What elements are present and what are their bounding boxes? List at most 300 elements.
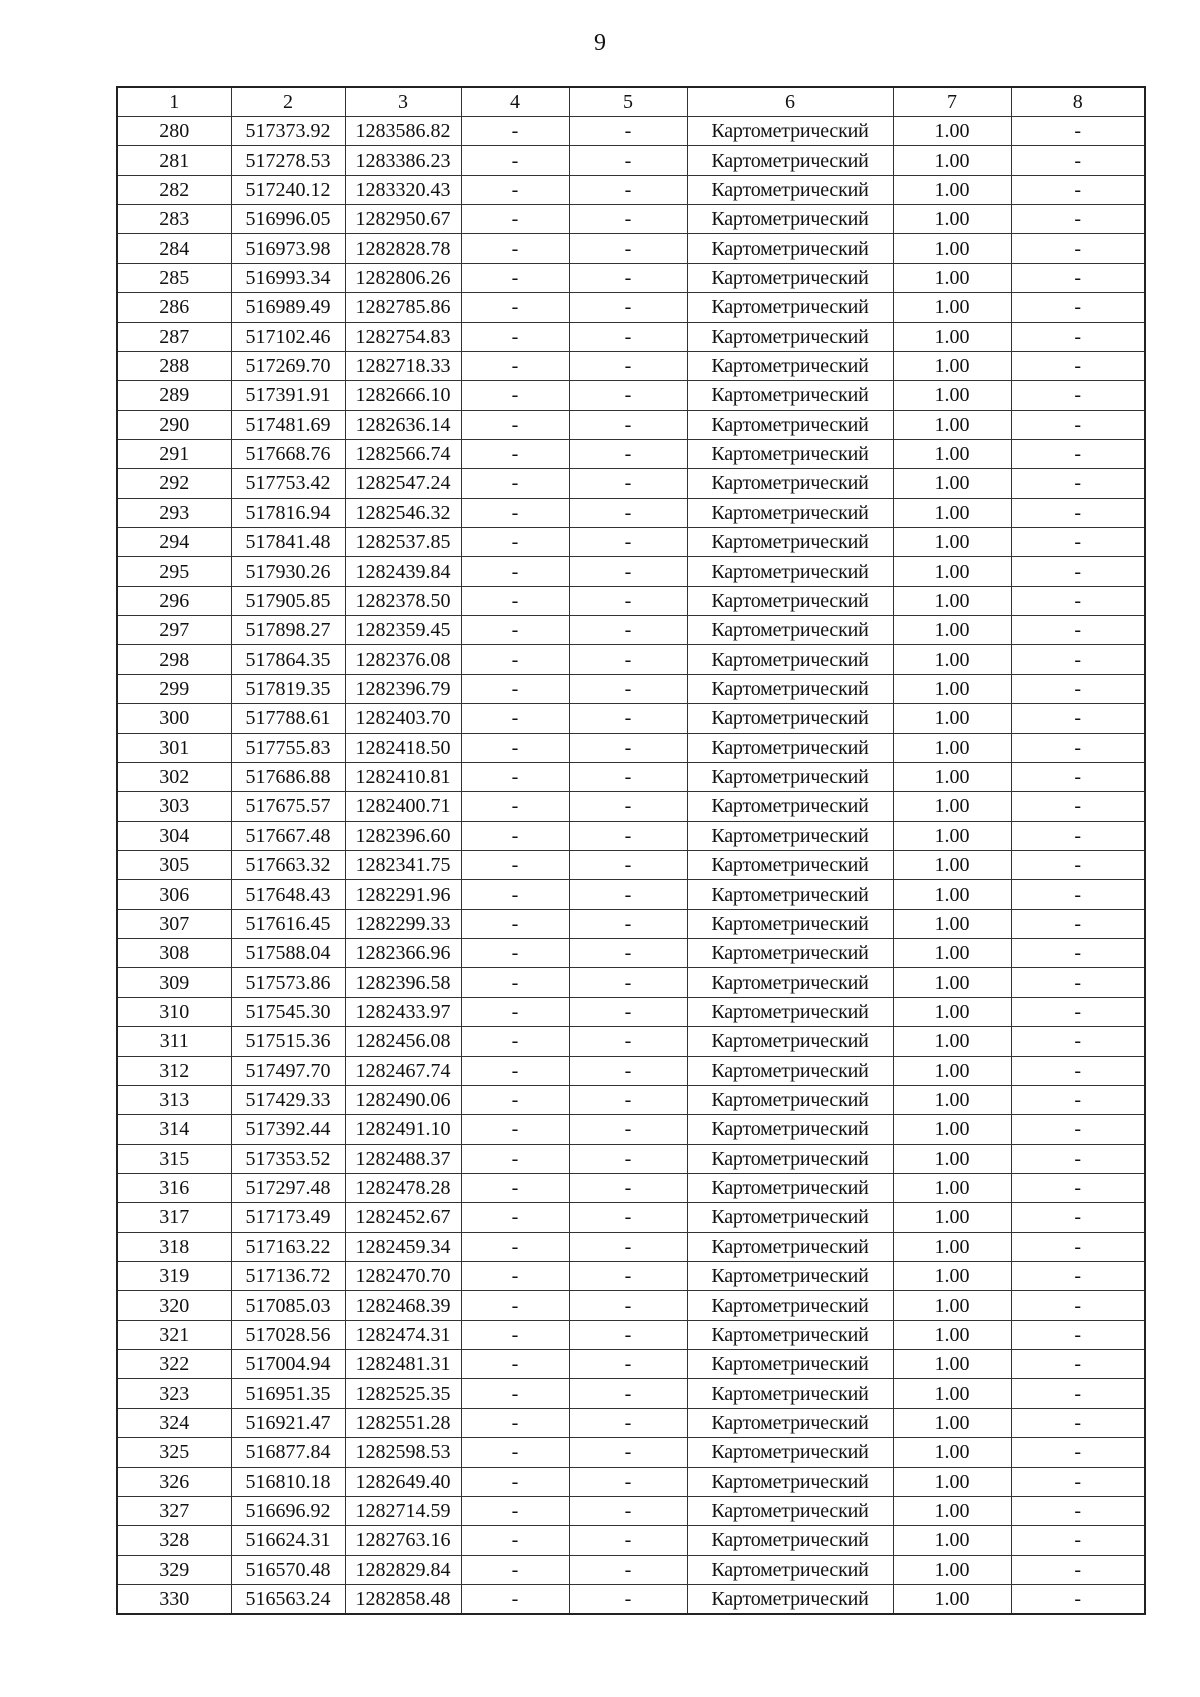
col5-cell: - <box>569 381 687 410</box>
y-coordinate-cell: 1282636.14 <box>345 410 461 439</box>
accuracy-cell: 1.00 <box>893 1115 1011 1144</box>
col4-cell: - <box>461 322 569 351</box>
col5-cell: - <box>569 234 687 263</box>
accuracy-cell: 1.00 <box>893 1262 1011 1291</box>
point-number-cell: 309 <box>117 968 231 997</box>
y-coordinate-cell: 1282537.85 <box>345 528 461 557</box>
point-number-cell: 321 <box>117 1320 231 1349</box>
method-cell: Картометрический <box>687 1085 893 1114</box>
table-body <box>117 117 1145 1615</box>
accuracy-cell: 1.00 <box>893 704 1011 733</box>
col4-cell: - <box>461 1173 569 1202</box>
accuracy-cell: 1.00 <box>893 1379 1011 1408</box>
y-coordinate-cell: 1282806.26 <box>345 263 461 292</box>
col8-cell: - <box>1011 1555 1145 1584</box>
x-coordinate-cell: 517864.35 <box>231 645 345 674</box>
col5-cell: - <box>569 1408 687 1437</box>
col5-cell: - <box>569 322 687 351</box>
accuracy-cell: 1.00 <box>893 1350 1011 1379</box>
point-number-cell: 315 <box>117 1144 231 1173</box>
col4-cell: - <box>461 469 569 498</box>
y-coordinate-cell: 1282828.78 <box>345 234 461 263</box>
table-row <box>117 1408 1145 1437</box>
point-number-cell: 293 <box>117 498 231 527</box>
y-coordinate-cell: 1282366.96 <box>345 939 461 968</box>
x-coordinate-cell: 517085.03 <box>231 1291 345 1320</box>
col4-cell: - <box>461 997 569 1026</box>
col4-cell: - <box>461 1379 569 1408</box>
col4-cell: - <box>461 1467 569 1496</box>
point-number-cell: 324 <box>117 1408 231 1437</box>
col5-cell: - <box>569 616 687 645</box>
table-row <box>117 498 1145 527</box>
col8-cell: - <box>1011 850 1145 879</box>
table-row <box>117 1584 1145 1614</box>
col8-cell: - <box>1011 410 1145 439</box>
y-coordinate-cell: 1282400.71 <box>345 792 461 821</box>
col5-cell: - <box>569 1232 687 1261</box>
table-row <box>117 1203 1145 1232</box>
point-number-cell: 287 <box>117 322 231 351</box>
col8-cell: - <box>1011 968 1145 997</box>
point-number-cell: 295 <box>117 557 231 586</box>
point-number-cell: 322 <box>117 1350 231 1379</box>
table-row <box>117 704 1145 733</box>
col4-cell: - <box>461 1291 569 1320</box>
col5-cell: - <box>569 704 687 733</box>
x-coordinate-cell: 516810.18 <box>231 1467 345 1496</box>
accuracy-cell: 1.00 <box>893 410 1011 439</box>
x-coordinate-cell: 517392.44 <box>231 1115 345 1144</box>
col8-cell: - <box>1011 117 1145 146</box>
col8-cell: - <box>1011 528 1145 557</box>
x-coordinate-cell: 517545.30 <box>231 997 345 1026</box>
col4-cell: - <box>461 880 569 909</box>
x-coordinate-cell: 517788.61 <box>231 704 345 733</box>
method-cell: Картометрический <box>687 1584 893 1614</box>
table-row <box>117 909 1145 938</box>
method-cell: Картометрический <box>687 909 893 938</box>
col5-cell: - <box>569 762 687 791</box>
col5-cell: - <box>569 1438 687 1467</box>
point-number-cell: 303 <box>117 792 231 821</box>
y-coordinate-cell: 1282551.28 <box>345 1408 461 1437</box>
col5-cell: - <box>569 821 687 850</box>
table-row <box>117 263 1145 292</box>
accuracy-cell: 1.00 <box>893 880 1011 909</box>
x-coordinate-cell: 517755.83 <box>231 733 345 762</box>
y-coordinate-cell: 1282396.60 <box>345 821 461 850</box>
y-coordinate-cell: 1282649.40 <box>345 1467 461 1496</box>
col5-cell: - <box>569 1555 687 1584</box>
point-number-cell: 317 <box>117 1203 231 1232</box>
col4-cell: - <box>461 175 569 204</box>
method-cell: Картометрический <box>687 557 893 586</box>
column-header-7: 7 <box>893 87 1011 117</box>
method-cell: Картометрический <box>687 1496 893 1525</box>
col4-cell: - <box>461 1027 569 1056</box>
col8-cell: - <box>1011 205 1145 234</box>
accuracy-cell: 1.00 <box>893 1027 1011 1056</box>
col4-cell: - <box>461 1320 569 1349</box>
accuracy-cell: 1.00 <box>893 1085 1011 1114</box>
accuracy-cell: 1.00 <box>893 117 1011 146</box>
column-header-4: 4 <box>461 87 569 117</box>
x-coordinate-cell: 517136.72 <box>231 1262 345 1291</box>
method-cell: Картометрический <box>687 1262 893 1291</box>
y-coordinate-cell: 1282299.33 <box>345 909 461 938</box>
method-cell: Картометрический <box>687 1173 893 1202</box>
method-cell: Картометрический <box>687 1027 893 1056</box>
col5-cell: - <box>569 175 687 204</box>
x-coordinate-cell: 517481.69 <box>231 410 345 439</box>
table-row <box>117 117 1145 146</box>
col4-cell: - <box>461 528 569 557</box>
x-coordinate-cell: 517429.33 <box>231 1085 345 1114</box>
y-coordinate-cell: 1282418.50 <box>345 733 461 762</box>
col4-cell: - <box>461 850 569 879</box>
col5-cell: - <box>569 1027 687 1056</box>
y-coordinate-cell: 1282718.33 <box>345 351 461 380</box>
y-coordinate-cell: 1282291.96 <box>345 880 461 909</box>
col4-cell: - <box>461 439 569 468</box>
col4-cell: - <box>461 821 569 850</box>
col4-cell: - <box>461 205 569 234</box>
y-coordinate-cell: 1282468.39 <box>345 1291 461 1320</box>
col8-cell: - <box>1011 1350 1145 1379</box>
table-row <box>117 1262 1145 1291</box>
col5-cell: - <box>569 674 687 703</box>
method-cell: Картометрический <box>687 1232 893 1261</box>
y-coordinate-cell: 1282474.31 <box>345 1320 461 1349</box>
x-coordinate-cell: 517173.49 <box>231 1203 345 1232</box>
col4-cell: - <box>461 762 569 791</box>
col5-cell: - <box>569 733 687 762</box>
col8-cell: - <box>1011 674 1145 703</box>
y-coordinate-cell: 1282403.70 <box>345 704 461 733</box>
method-cell: Картометрический <box>687 939 893 968</box>
table-row <box>117 1291 1145 1320</box>
y-coordinate-cell: 1283320.43 <box>345 175 461 204</box>
table-row <box>117 381 1145 410</box>
x-coordinate-cell: 517573.86 <box>231 968 345 997</box>
x-coordinate-cell: 517675.57 <box>231 792 345 821</box>
method-cell: Картометрический <box>687 586 893 615</box>
col5-cell: - <box>569 293 687 322</box>
method-cell: Картометрический <box>687 1115 893 1144</box>
col8-cell: - <box>1011 762 1145 791</box>
accuracy-cell: 1.00 <box>893 1232 1011 1261</box>
accuracy-cell: 1.00 <box>893 1173 1011 1202</box>
col4-cell: - <box>461 645 569 674</box>
x-coordinate-cell: 517353.52 <box>231 1144 345 1173</box>
coordinates-table <box>116 86 1146 1615</box>
method-cell: Картометрический <box>687 1379 893 1408</box>
col8-cell: - <box>1011 821 1145 850</box>
method-cell: Картометрический <box>687 528 893 557</box>
accuracy-cell: 1.00 <box>893 234 1011 263</box>
col5-cell: - <box>569 1350 687 1379</box>
col4-cell: - <box>461 498 569 527</box>
method-cell: Картометрический <box>687 263 893 292</box>
method-cell: Картометрический <box>687 293 893 322</box>
table-row <box>117 674 1145 703</box>
col5-cell: - <box>569 469 687 498</box>
point-number-cell: 297 <box>117 616 231 645</box>
y-coordinate-cell: 1282754.83 <box>345 322 461 351</box>
table-row <box>117 410 1145 439</box>
col8-cell: - <box>1011 146 1145 175</box>
method-cell: Картометрический <box>687 351 893 380</box>
col5-cell: - <box>569 968 687 997</box>
method-cell: Картометрический <box>687 880 893 909</box>
x-coordinate-cell: 517898.27 <box>231 616 345 645</box>
accuracy-cell: 1.00 <box>893 1144 1011 1173</box>
table-row <box>117 1320 1145 1349</box>
y-coordinate-cell: 1282410.81 <box>345 762 461 791</box>
y-coordinate-cell: 1282785.86 <box>345 293 461 322</box>
table-row <box>117 469 1145 498</box>
col8-cell: - <box>1011 939 1145 968</box>
table-row <box>117 1173 1145 1202</box>
x-coordinate-cell: 517753.42 <box>231 469 345 498</box>
col5-cell: - <box>569 205 687 234</box>
y-coordinate-cell: 1282481.31 <box>345 1350 461 1379</box>
col5-cell: - <box>569 117 687 146</box>
col8-cell: - <box>1011 1085 1145 1114</box>
col8-cell: - <box>1011 1379 1145 1408</box>
point-number-cell: 292 <box>117 469 231 498</box>
x-coordinate-cell: 516996.05 <box>231 205 345 234</box>
method-cell: Картометрический <box>687 439 893 468</box>
accuracy-cell: 1.00 <box>893 1408 1011 1437</box>
x-coordinate-cell: 516570.48 <box>231 1555 345 1584</box>
method-cell: Картометрический <box>687 1320 893 1349</box>
table-row <box>117 939 1145 968</box>
col8-cell: - <box>1011 1056 1145 1085</box>
col8-cell: - <box>1011 1232 1145 1261</box>
y-coordinate-cell: 1282598.53 <box>345 1438 461 1467</box>
x-coordinate-cell: 517667.48 <box>231 821 345 850</box>
point-number-cell: 319 <box>117 1262 231 1291</box>
method-cell: Картометрический <box>687 850 893 879</box>
col8-cell: - <box>1011 1496 1145 1525</box>
point-number-cell: 306 <box>117 880 231 909</box>
point-number-cell: 289 <box>117 381 231 410</box>
method-cell: Картометрический <box>687 704 893 733</box>
col4-cell: - <box>461 1203 569 1232</box>
col5-cell: - <box>569 880 687 909</box>
accuracy-cell: 1.00 <box>893 1320 1011 1349</box>
accuracy-cell: 1.00 <box>893 1496 1011 1525</box>
col5-cell: - <box>569 1584 687 1614</box>
accuracy-cell: 1.00 <box>893 205 1011 234</box>
table-row <box>117 1115 1145 1144</box>
method-cell: Картометрический <box>687 733 893 762</box>
column-header-8: 8 <box>1011 87 1145 117</box>
col5-cell: - <box>569 498 687 527</box>
point-number-cell: 308 <box>117 939 231 968</box>
y-coordinate-cell: 1283586.82 <box>345 117 461 146</box>
y-coordinate-cell: 1282714.59 <box>345 1496 461 1525</box>
table-row <box>117 322 1145 351</box>
table-row <box>117 1085 1145 1114</box>
col5-cell: - <box>569 1291 687 1320</box>
table-row <box>117 762 1145 791</box>
table-row <box>117 1350 1145 1379</box>
col4-cell: - <box>461 1555 569 1584</box>
y-coordinate-cell: 1282525.35 <box>345 1379 461 1408</box>
point-number-cell: 282 <box>117 175 231 204</box>
y-coordinate-cell: 1282470.70 <box>345 1262 461 1291</box>
method-cell: Картометрический <box>687 234 893 263</box>
y-coordinate-cell: 1282763.16 <box>345 1526 461 1555</box>
x-coordinate-cell: 516624.31 <box>231 1526 345 1555</box>
method-cell: Картометрический <box>687 1467 893 1496</box>
accuracy-cell: 1.00 <box>893 1203 1011 1232</box>
col4-cell: - <box>461 616 569 645</box>
table-row <box>117 146 1145 175</box>
x-coordinate-cell: 516921.47 <box>231 1408 345 1437</box>
point-number-cell: 296 <box>117 586 231 615</box>
col4-cell: - <box>461 234 569 263</box>
col8-cell: - <box>1011 498 1145 527</box>
x-coordinate-cell: 517497.70 <box>231 1056 345 1085</box>
point-number-cell: 314 <box>117 1115 231 1144</box>
table-row <box>117 293 1145 322</box>
table-row <box>117 645 1145 674</box>
table-row <box>117 1555 1145 1584</box>
table-row <box>117 733 1145 762</box>
y-coordinate-cell: 1282378.50 <box>345 586 461 615</box>
table-header-row <box>117 87 1145 117</box>
col5-cell: - <box>569 1496 687 1525</box>
point-number-cell: 307 <box>117 909 231 938</box>
table-row <box>117 1438 1145 1467</box>
point-number-cell: 310 <box>117 997 231 1026</box>
method-cell: Картометрический <box>687 821 893 850</box>
accuracy-cell: 1.00 <box>893 616 1011 645</box>
accuracy-cell: 1.00 <box>893 762 1011 791</box>
x-coordinate-cell: 517515.36 <box>231 1027 345 1056</box>
point-number-cell: 325 <box>117 1438 231 1467</box>
column-header-5: 5 <box>569 87 687 117</box>
accuracy-cell: 1.00 <box>893 557 1011 586</box>
method-cell: Картометрический <box>687 1526 893 1555</box>
accuracy-cell: 1.00 <box>893 293 1011 322</box>
col5-cell: - <box>569 1203 687 1232</box>
method-cell: Картометрический <box>687 1555 893 1584</box>
accuracy-cell: 1.00 <box>893 351 1011 380</box>
y-coordinate-cell: 1282478.28 <box>345 1173 461 1202</box>
col4-cell: - <box>461 1408 569 1437</box>
col5-cell: - <box>569 439 687 468</box>
table-row <box>117 1467 1145 1496</box>
col4-cell: - <box>461 117 569 146</box>
method-cell: Картометрический <box>687 1056 893 1085</box>
point-number-cell: 288 <box>117 351 231 380</box>
x-coordinate-cell: 516877.84 <box>231 1438 345 1467</box>
table-row <box>117 1056 1145 1085</box>
x-coordinate-cell: 517240.12 <box>231 175 345 204</box>
point-number-cell: 290 <box>117 410 231 439</box>
col4-cell: - <box>461 1085 569 1114</box>
point-number-cell: 327 <box>117 1496 231 1525</box>
y-coordinate-cell: 1282829.84 <box>345 1555 461 1584</box>
method-cell: Картометрический <box>687 674 893 703</box>
col4-cell: - <box>461 909 569 938</box>
point-number-cell: 304 <box>117 821 231 850</box>
x-coordinate-cell: 516951.35 <box>231 1379 345 1408</box>
x-coordinate-cell: 517816.94 <box>231 498 345 527</box>
col8-cell: - <box>1011 733 1145 762</box>
point-number-cell: 313 <box>117 1085 231 1114</box>
table-row <box>117 1496 1145 1525</box>
col5-cell: - <box>569 351 687 380</box>
point-number-cell: 330 <box>117 1584 231 1614</box>
method-cell: Картометрический <box>687 175 893 204</box>
accuracy-cell: 1.00 <box>893 645 1011 674</box>
col4-cell: - <box>461 674 569 703</box>
table-row <box>117 850 1145 879</box>
y-coordinate-cell: 1282376.08 <box>345 645 461 674</box>
x-coordinate-cell: 517004.94 <box>231 1350 345 1379</box>
table-row <box>117 997 1145 1026</box>
x-coordinate-cell: 517373.92 <box>231 117 345 146</box>
col8-cell: - <box>1011 263 1145 292</box>
accuracy-cell: 1.00 <box>893 381 1011 410</box>
method-cell: Картометрический <box>687 1438 893 1467</box>
col4-cell: - <box>461 733 569 762</box>
col4-cell: - <box>461 1115 569 1144</box>
x-coordinate-cell: 517616.45 <box>231 909 345 938</box>
accuracy-cell: 1.00 <box>893 1056 1011 1085</box>
point-number-cell: 283 <box>117 205 231 234</box>
table-row <box>117 792 1145 821</box>
table-row <box>117 1144 1145 1173</box>
method-cell: Картометрический <box>687 1350 893 1379</box>
col8-cell: - <box>1011 997 1145 1026</box>
col5-cell: - <box>569 586 687 615</box>
point-number-cell: 328 <box>117 1526 231 1555</box>
table-row <box>117 205 1145 234</box>
point-number-cell: 280 <box>117 117 231 146</box>
col4-cell: - <box>461 939 569 968</box>
point-number-cell: 281 <box>117 146 231 175</box>
y-coordinate-cell: 1282546.32 <box>345 498 461 527</box>
col8-cell: - <box>1011 175 1145 204</box>
col4-cell: - <box>461 1056 569 1085</box>
method-cell: Картометрический <box>687 469 893 498</box>
point-number-cell: 316 <box>117 1173 231 1202</box>
x-coordinate-cell: 517663.32 <box>231 850 345 879</box>
col8-cell: - <box>1011 351 1145 380</box>
point-number-cell: 284 <box>117 234 231 263</box>
col8-cell: - <box>1011 1526 1145 1555</box>
x-coordinate-cell: 517588.04 <box>231 939 345 968</box>
col8-cell: - <box>1011 616 1145 645</box>
x-coordinate-cell: 517648.43 <box>231 880 345 909</box>
accuracy-cell: 1.00 <box>893 439 1011 468</box>
y-coordinate-cell: 1282456.08 <box>345 1027 461 1056</box>
accuracy-cell: 1.00 <box>893 146 1011 175</box>
method-cell: Картометрический <box>687 1144 893 1173</box>
accuracy-cell: 1.00 <box>893 1555 1011 1584</box>
accuracy-cell: 1.00 <box>893 909 1011 938</box>
col8-cell: - <box>1011 1320 1145 1349</box>
col4-cell: - <box>461 704 569 733</box>
column-header-3: 3 <box>345 87 461 117</box>
